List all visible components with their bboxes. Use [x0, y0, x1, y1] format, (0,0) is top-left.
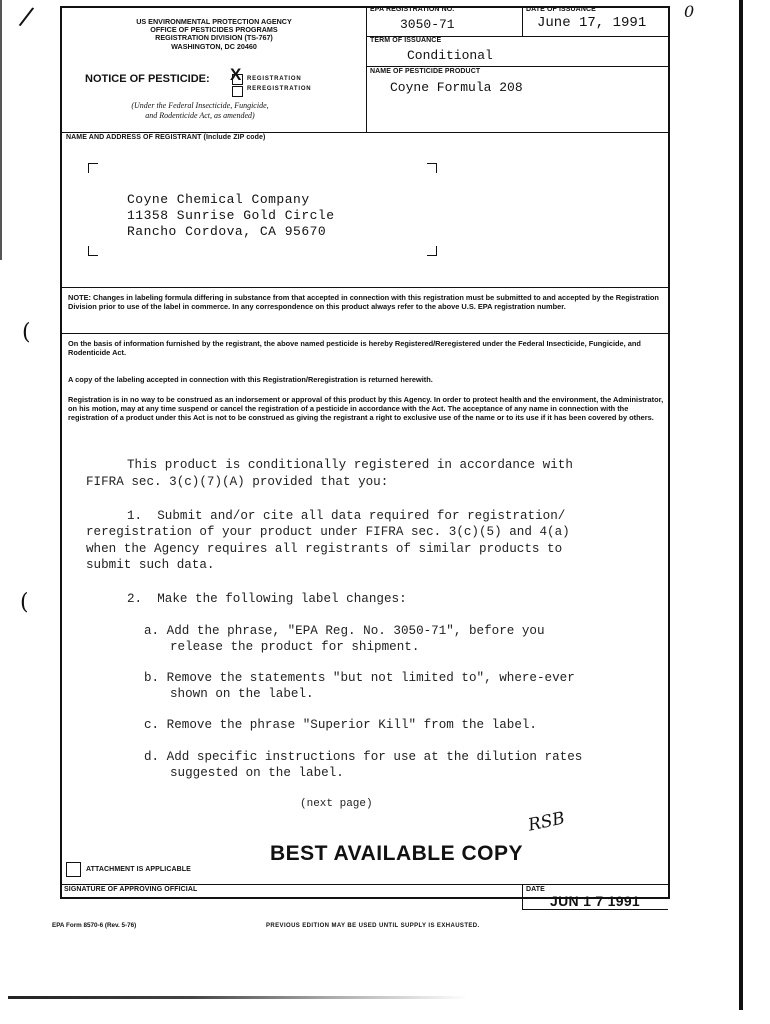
signature-label: SIGNATURE OF APPROVING OFFICIAL [64, 886, 198, 893]
labeling-copy-text: A copy of the labeling accepted in connection with this Registration/Reregistration is returned herewith. [68, 375, 433, 384]
address-corner-tr [427, 163, 437, 173]
registrant-rule [60, 132, 668, 133]
signature-date-value: JUN 1 7 1991 [550, 893, 640, 909]
margin-mark-right: 0 [684, 2, 695, 21]
item-a-line-1: a. Add the phrase, "EPA Reg. No. 3050-71", before you [144, 624, 545, 638]
item-b-line-2: shown on the label. [170, 687, 314, 701]
disclaimer-text: Registration is in no way to be construed as an indorsement or approval of this product by this Agency. In order to protect health and the environment, the Administrator, on his motion, may at any time suspend or cancel the registration of a pesticide in accordance with the Act. The acceptance of any name in connection with the registration of a product under this Act is not to be construed as giving the registrant a right to exclusive use of the name or to its use if it has been covered by others. [68, 395, 664, 423]
agency-line-2: OFFICE OF PESTICIDES PROGRAMS [150, 25, 278, 35]
address-corner-tl [88, 163, 98, 173]
item1-line-1: 1. Submit and/or cite all data required for registration/ [127, 509, 566, 523]
act-line-2: and Rodenticide Act, as amended) [145, 111, 255, 120]
product-label: NAME OF PESTICIDE PRODUCT [370, 68, 481, 75]
registration-label: REGISTRATION [247, 76, 302, 82]
item-d-line-1: d. Add specific instructions for use at the dilution rates [144, 750, 583, 764]
attachment-label: ATTACHMENT IS APPLICABLE [86, 866, 191, 873]
signature-date-border [522, 909, 668, 910]
body-intro-2: FIFRA sec. 3(c)(7)(A) provided that you: [86, 475, 389, 489]
term-label: TERM OF ISSUANCE [370, 37, 442, 44]
scan-edge-right [739, 0, 743, 1010]
reviewer-initials: RSB [526, 808, 567, 836]
reregistration-checkbox[interactable] [232, 86, 243, 97]
item-c-line-1: c. Remove the phrase "Superior Kill" from the label. [144, 718, 537, 732]
item-b-line-1: b. Remove the statements "but not limited to", where-ever [144, 671, 575, 685]
body-intro-1: This product is conditionally registered in accordance with [127, 458, 573, 472]
registration-check-mark: X [230, 65, 242, 84]
reregistration-label: REREGISTRATION [247, 86, 312, 92]
epa-reg-label: EPA REGISTRATION NO. [370, 6, 455, 13]
margin-paren-1: ( [22, 320, 31, 345]
date-issuance-label: DATE OF ISSUANCE [526, 6, 596, 13]
scan-smudge-bottom [8, 996, 468, 999]
header-divider [366, 6, 367, 132]
best-available-copy-stamp: BEST AVAILABLE COPY [270, 842, 523, 865]
act-line-1: (Under the Federal Insecticide, Fungicide, [131, 101, 269, 110]
signature-date-label: DATE [526, 886, 545, 893]
item2-line: 2. Make the following label changes: [127, 592, 407, 606]
item1-line-4: submit such data. [86, 558, 215, 572]
item1-line-2: reregistration of your product under FIFRA sec. 3(c)(5) and 4(a) [86, 525, 570, 539]
notice-title: NOTICE OF PESTICIDE: [85, 73, 210, 85]
note-rule-bottom [60, 333, 668, 334]
margin-paren-2: ( [20, 590, 29, 615]
product-value: Coyne Formula 208 [390, 80, 523, 95]
agency-line-1: US ENVIRONMENTAL PROTECTION AGENCY [136, 17, 292, 26]
pesticide-notice-form [60, 6, 668, 913]
agency-line-4: WASHINGTON, DC 20460 [171, 41, 257, 51]
attachment-checkbox[interactable] [66, 862, 81, 877]
date-divider [522, 6, 523, 36]
signature-rule [60, 884, 668, 885]
date-issuance-value: June 17, 1991 [537, 15, 647, 31]
item-d-line-2: suggested on the label. [170, 766, 344, 780]
agency-header [64, 18, 364, 51]
registrant-label: NAME AND ADDRESS OF REGISTRANT (Include ZIP code) [66, 134, 266, 141]
item1-line-3: when the Agency requires all registrants of similar products to [86, 542, 563, 556]
signature-date-divider [522, 884, 523, 910]
form-number: EPA Form 8570-6 (Rev. 5-76) [52, 922, 137, 929]
address-corner-bl [88, 246, 98, 256]
agency-line-3: REGISTRATION DIVISION (TS-767) [155, 33, 273, 43]
scan-edge-left [0, 0, 2, 260]
registrant-city: Rancho Cordova, CA 95670 [127, 224, 327, 239]
note-text: NOTE: Changes in labeling formula differing in substance from that accepted in connection with this registration must be submitted to and accepted by the Registration Division prior to use of the label in commerce. In any correspondence on this product always refer to the above U.S. EPA registration number. [68, 293, 659, 312]
note-rule-top [60, 287, 668, 288]
previous-edition-note: PREVIOUS EDITION MAY BE USED UNTIL SUPPLY IS EXHAUSTED. [266, 923, 480, 929]
term-value: Conditional [407, 48, 493, 63]
registrant-street: 11358 Sunrise Gold Circle [127, 208, 335, 223]
next-page-note: (next page) [300, 798, 373, 810]
registration-basis-text: On the basis of information furnished by the registrant, the above named pesticide is hereby Registered/Reregistered under the Federal Insecticide, Fungicide, and Rodenticide Act. [68, 339, 641, 358]
act-reference [80, 101, 320, 121]
margin-check-mark: / [17, 1, 36, 33]
header-rule-2 [366, 66, 668, 67]
address-corner-br [427, 246, 437, 256]
epa-reg-value: 3050-71 [400, 17, 455, 32]
registrant-name: Coyne Chemical Company [127, 192, 310, 207]
item-a-line-2: release the product for shipment. [170, 640, 420, 654]
